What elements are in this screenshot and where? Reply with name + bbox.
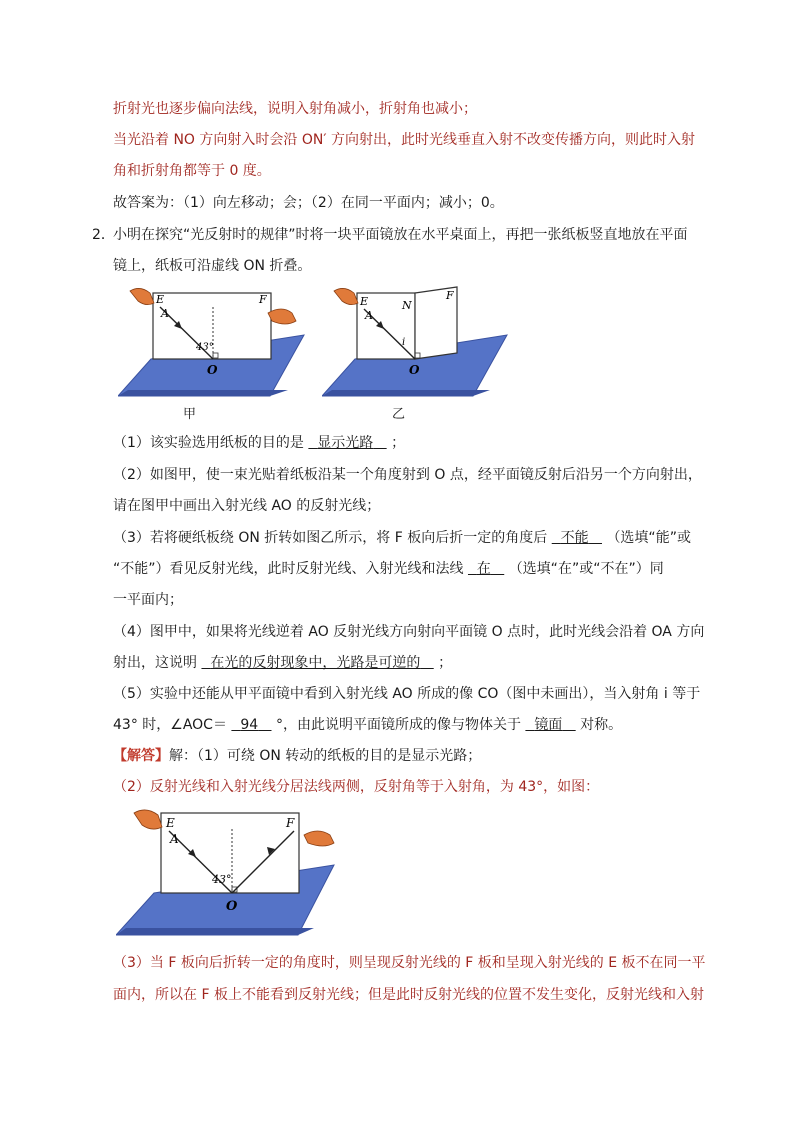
answer-blank-3b: 在 [476,561,491,577]
label-E: E [360,295,369,308]
caption-yi: 乙 [392,407,406,422]
label-E: E [156,293,165,306]
figure-jia [118,283,308,423]
label-A: A [365,309,373,322]
part-5-line-1: （5）实验中还能从甲平面镜中看到入射光线 AO 所成的像 CO（图中未画出），当入射角 i 等于 [113,686,701,702]
figure-solution [116,803,346,943]
part-4-line-1: （4）图甲中，如果将光线逆着 AO 反射光线方向射向平面镜 O 点时，此时光线会沿着 OA 方向 [113,624,705,640]
label-N: N [402,299,412,312]
question-stem-1: 小明在探究“光反射时的规律”时将一块平面镜放在水平桌面上，再把一张纸板竖直地放在平面 [113,227,688,243]
figure-yi [322,283,522,423]
prev-line-3: 角和折射角都等于 0 度。 [113,163,271,179]
hand-icon [334,288,358,304]
label-angle: 43° [212,873,232,886]
solution-tag: 【解答】 [113,748,169,764]
part-3-line-1: （3）若将硬纸板绕 ON 折转如图乙所示，将 F 板向后折一定的角度后 不能 （选填“能”或 [113,530,691,546]
label-F: F [446,289,454,302]
part-4-line-2: 射出，这说明 在光的反射现象中，光路是可逆的 ； [113,655,453,671]
answer-blank-5b: 镜面 [534,717,563,733]
part-2-line-2: 请在图甲中画出入射光线 AO 的反射光线； [113,498,381,514]
question-stem-2: 镜上，纸板可沿虚线 ON 折叠。 [113,258,312,274]
prev-line-2: 当光沿着 NO 方向射入时会沿 ON′ 方向射出，此时光线垂直入射不改变传播方向，则此时入射 [113,132,695,148]
label-i: i [402,337,406,348]
caption-jia: 甲 [183,407,197,422]
label-O: O [226,899,238,914]
part-5-line-2: 43° 时，∠AOC＝ 94 °，由此说明平面镜所成的像与物体关于 镜面 对称。 [113,717,623,733]
label-F: F [259,293,267,306]
answer-blank-1: 显示光路 [317,435,374,451]
answer-blank-4: 在光的反射现象中，光路是可逆的 [210,655,421,671]
label-A: A [170,832,179,846]
label-angle: 43° [196,342,214,353]
prev-line-1: 折射光也逐步偏向法线，说明入射角减小，折射角也减小； [113,101,477,117]
label-A: A [161,307,169,320]
solution-line-1: 【解答】解：（1）可绕 ON 转动的纸板的目的是显示光路； [113,748,482,764]
part-1: （1）该实验选用纸板的目的是 显示光路 ； [113,435,406,451]
solution-line-2: （2）反射光线和入射光线分居法线两侧，反射角等于入射角，为 43°，如图： [113,779,600,795]
part-3-line-3: 一平面内； [113,592,183,608]
prev-answer-line: 故答案为：（1）向左移动；会；（2）在同一平面内；减小；0。 [113,195,504,211]
question-number: 2． [92,227,115,243]
solution-line-3: （3）当 F 板向后折转一定的角度时，则呈现反射光线的 F 板和呈现入射光线的 E 板不在同一平 [113,955,706,971]
answer-blank-5a: 94 [240,717,259,733]
part-2-line-1: （2）如图甲，使一束光贴着纸板沿某一个角度射到 O 点，经平面镜反射后沿另一个方向射出， [113,467,702,483]
label-E: E [166,816,175,830]
label-O: O [207,363,218,377]
label-O: O [409,363,420,377]
part-3-line-2: “不能”）看见反射光线，此时反射光线、入射光线和法线 在 （选填“在”或“不在”）同 [113,561,664,577]
label-F: F [286,816,295,830]
answer-blank-3a: 不能 [560,530,589,546]
solution-line-4: 面内，所以在 F 板上不能看到反射光线；但是此时反射光线的位置不发生变化，反射光线和入射 [113,987,704,1003]
